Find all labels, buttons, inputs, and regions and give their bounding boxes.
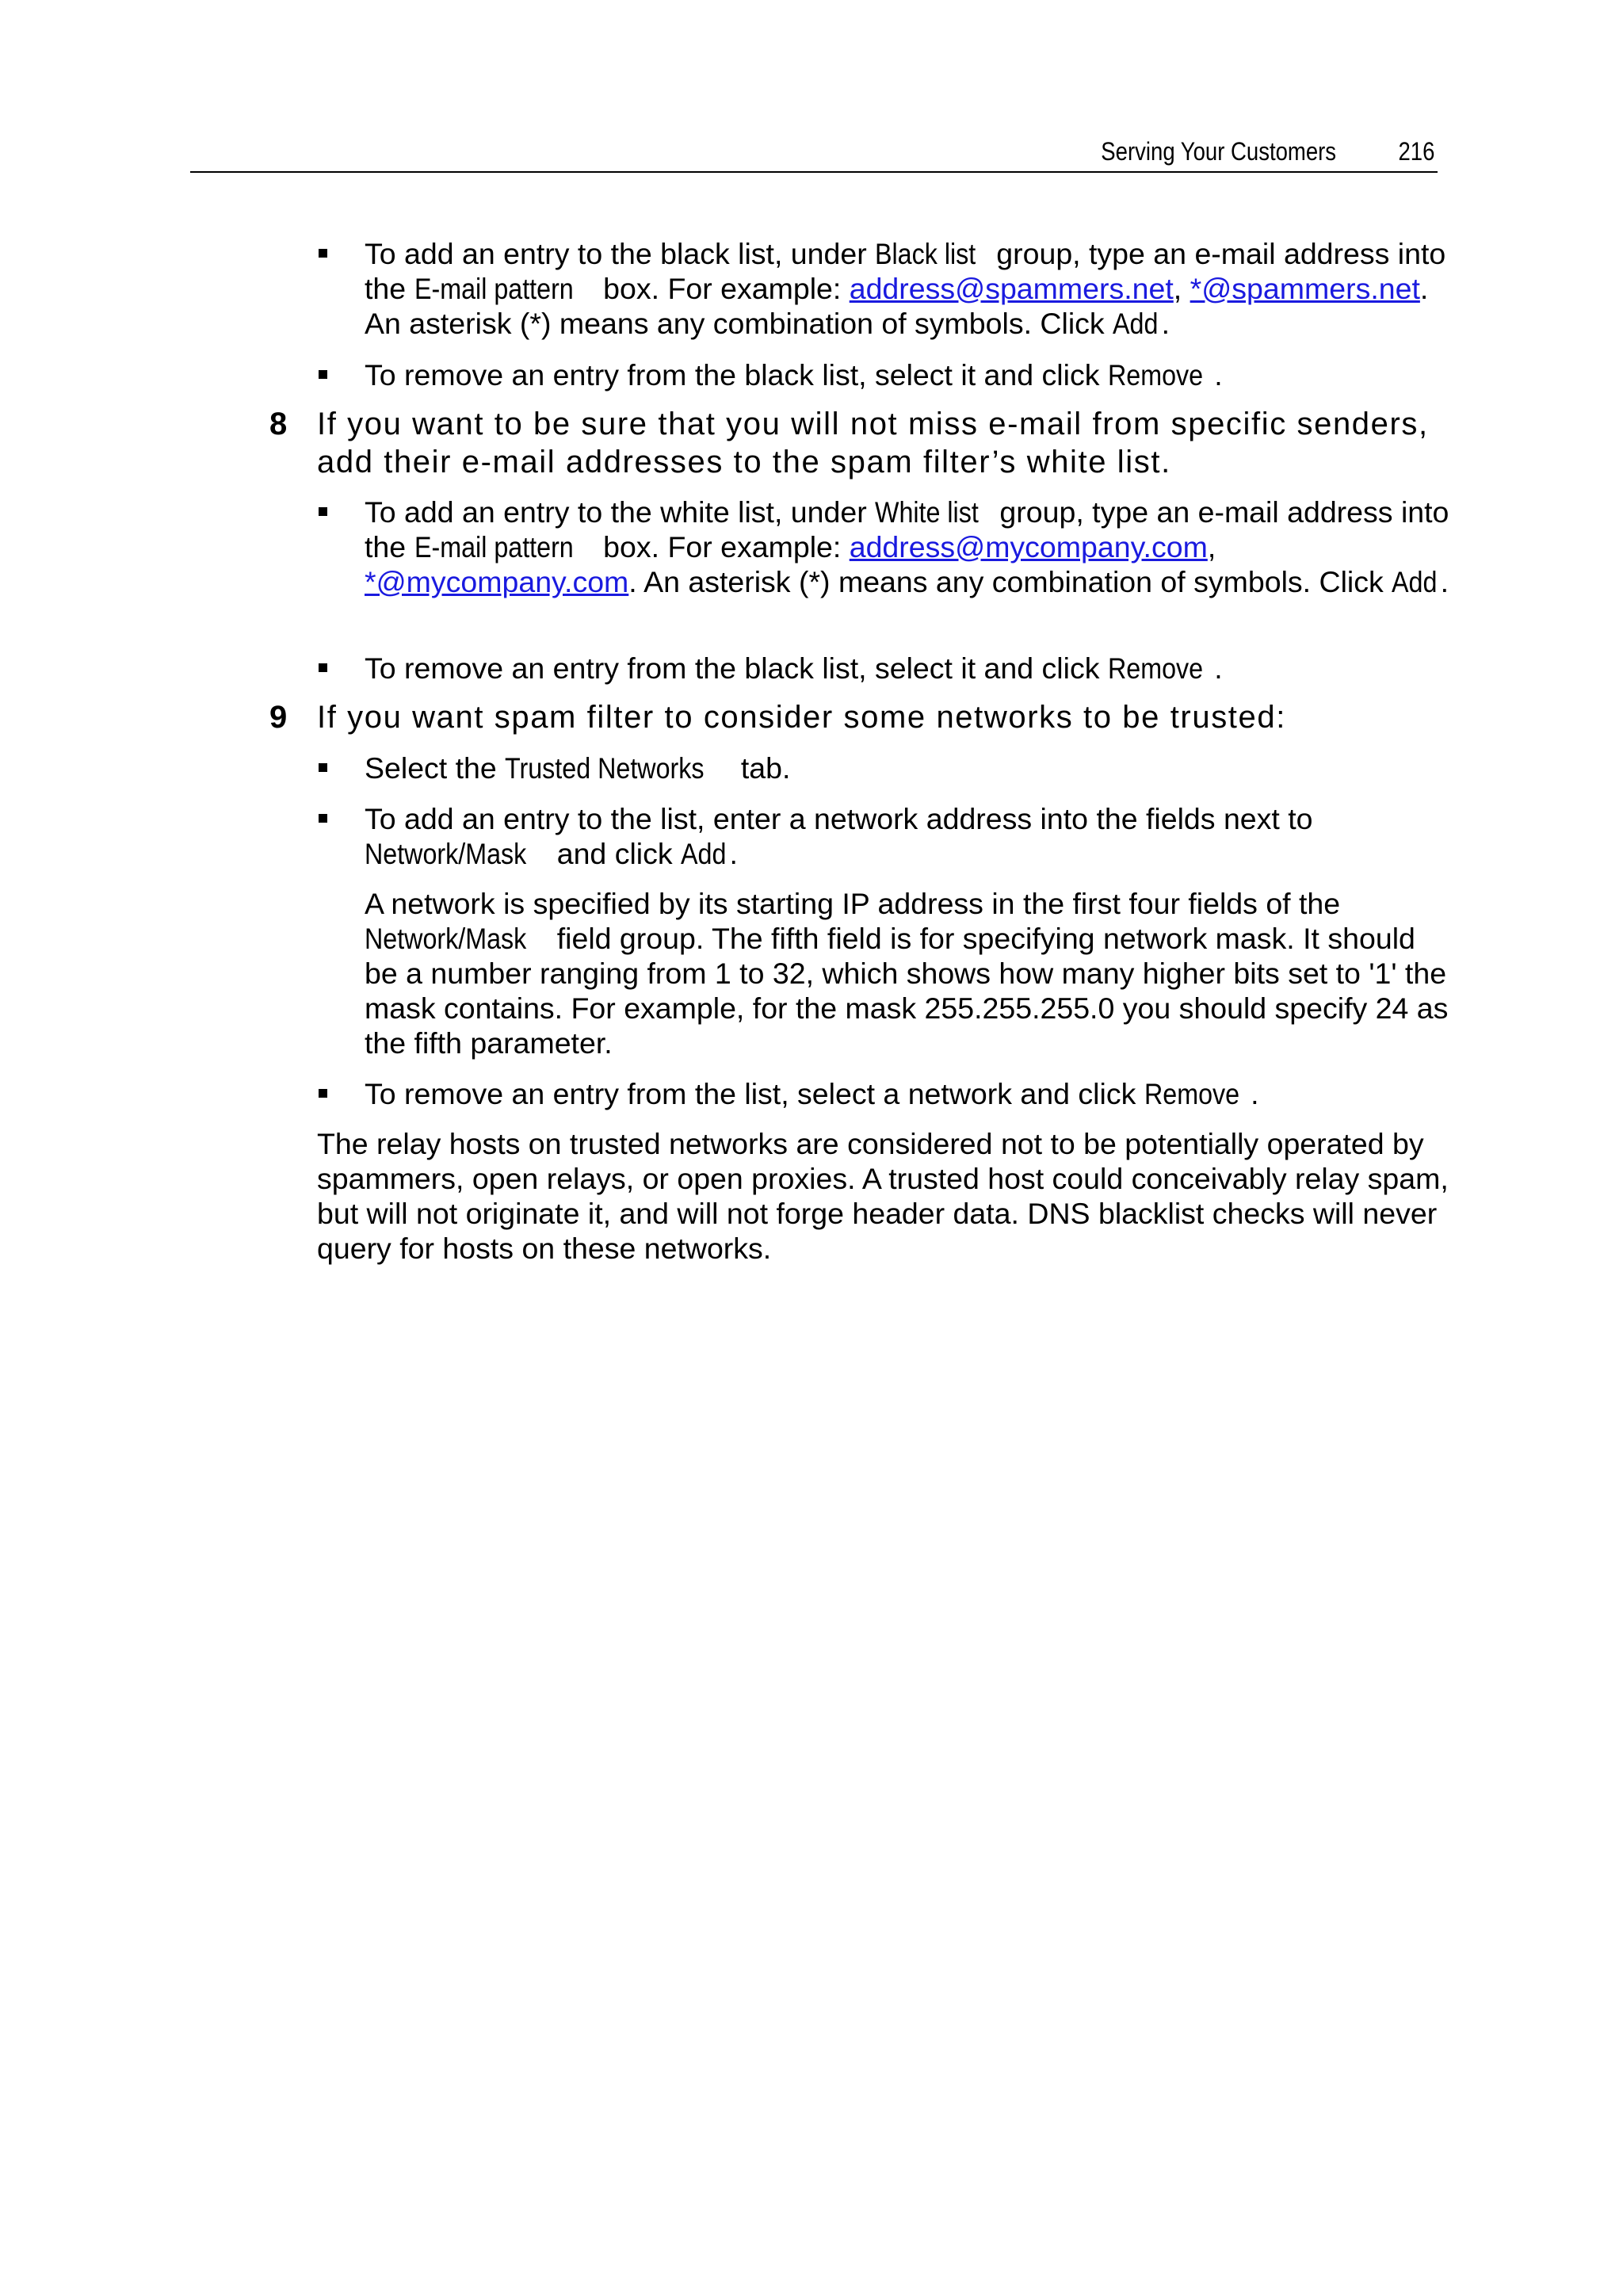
step-number: 8 [269, 407, 288, 441]
ui-term-add: Add [1113, 307, 1159, 340]
bullet-icon [319, 663, 327, 672]
step-8 [269, 405, 1450, 481]
step-text: If you want spam filter to consider some networks to be trusted: [317, 700, 1286, 735]
bullet-white-list-remove: To remove an entry from the black list, select it and click Remove . [365, 651, 1450, 686]
email-link-wildcard-mycompany[interactable]: *@mycompany.com [365, 565, 629, 598]
bullet-icon [319, 370, 327, 379]
bullet-icon [319, 814, 327, 823]
bullet-icon [319, 1089, 327, 1098]
bullet-trusted-remove: To remove an entry from the list, select a network and click Remove . [365, 1076, 1450, 1111]
bullet-trusted-add: To add an entry to the list, enter a network address into the fields next to Network/Mask and click Add . [365, 801, 1450, 871]
ui-term-network-mask: Network/Mask [365, 837, 527, 870]
email-link-wildcard-spammers[interactable]: *@spammers.net [1190, 272, 1420, 305]
ui-term-remove: Remove [1144, 1077, 1239, 1110]
bullet-icon [319, 507, 327, 516]
bullet-trusted-select: Select the Trusted Networks tab. [365, 751, 1450, 785]
ui-term-network-mask: Network/Mask [365, 922, 527, 955]
bullet-black-list-add: To add an entry to the black list, under Black list group, type an e-mail address into the E-mail pattern box. For example: address@spammers.net, *@spammers.net. An asterisk (*) means any combination of symbols. Click Add . [365, 236, 1450, 341]
ui-term-black-list: Black list [875, 237, 976, 270]
ui-term-remove: Remove [1107, 651, 1203, 685]
email-link-mycompany[interactable]: address@mycompany.com [849, 530, 1208, 563]
ui-term-email-pattern: E-mail pattern [414, 272, 574, 305]
bullet-black-list-remove: To remove an entry from the black list, select it and click Remove . [365, 357, 1450, 392]
network-description: A network is specified by its starting IP address in the first four fields of the Network/Mask field group. The fifth field is for specifying network mask. It should be a number ranging from 1 to 32, which shows how many higher bits set to '1' the mask contains. For example, for the mask 255.255.255.0 you should specify 24 as the fifth parameter. [365, 887, 1449, 1060]
ui-term-white-list: White list [875, 495, 979, 529]
step-9 [269, 698, 1450, 736]
bullet-icon [319, 763, 327, 772]
ui-term-trusted-networks: Trusted Networks [505, 751, 705, 785]
page-number: 216 [1398, 137, 1434, 166]
step-number: 9 [269, 700, 288, 735]
ui-term-add: Add [1392, 565, 1438, 598]
email-link-spammers[interactable]: address@spammers.net [849, 272, 1174, 305]
ui-term-email-pattern: E-mail pattern [414, 530, 574, 563]
relay-hosts-paragraph: The relay hosts on trusted networks are considered not to be potentially operated by spammers, open relays, or open proxies. A trusted host could conceivably relay spam, but will not originate it, and will not forge header data. DNS blacklist checks will never query for hosts on these networks. [317, 1127, 1449, 1265]
ui-term-add: Add [681, 837, 727, 870]
step-text: If you want to be sure that you will not miss e-mail from specific senders, add their e-mail addresses to the spam filter’s white list. [317, 407, 1429, 479]
bullet-icon [319, 249, 327, 258]
ui-term-remove: Remove [1107, 358, 1203, 392]
section-title: Serving Your Customers [1101, 137, 1336, 166]
bullet-white-list-add: To add an entry to the white list, under White list group, type an e-mail address into the E-mail pattern box. For example: address@mycompany.com, *@mycompany.com. An asterisk (*) means any combination of symbols. Click Add . [365, 495, 1450, 599]
page-header [190, 133, 1438, 173]
